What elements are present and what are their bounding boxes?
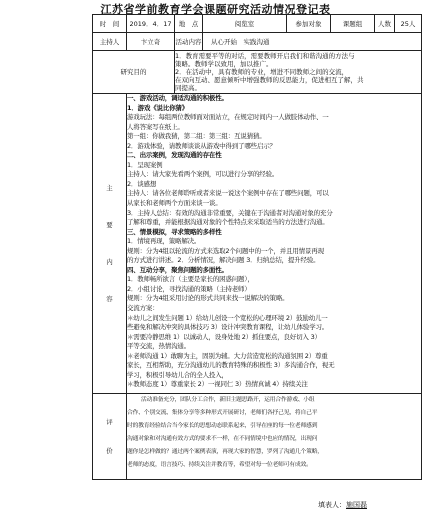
review-label-char: 评 bbox=[106, 417, 113, 426]
text-line: 1．呈现案例 bbox=[127, 160, 163, 169]
text-line: 规则：分为4组采用讨论的形式共同来找一说解决的策略。 bbox=[127, 294, 289, 303]
place-label: 地 点 bbox=[175, 15, 203, 33]
text-line: ＊需要冷静思维 1）以诚动人，设身处地 2）抓住要点，良好切入 3） bbox=[127, 332, 321, 341]
review-text bbox=[127, 394, 422, 480]
review-line: 沟通对象和对沟通有效方式的要求不一样，在不同情境中也应的情况，出现问 bbox=[127, 436, 318, 442]
content-value: 从心开始 实践沟通 bbox=[203, 33, 422, 51]
place-value: 阅览室 bbox=[203, 15, 287, 33]
text-line: 从家长和老师两个方面来谈一谈。 bbox=[127, 199, 222, 208]
row-main-content bbox=[93, 94, 422, 394]
text-line: 第一组：你做我猜，第二组：第三组：互说猜猜。 bbox=[127, 132, 266, 141]
text-line: 主持人：请各位老师聆听或者来说一说这个案例中存在了哪些问题，可以 bbox=[127, 189, 329, 198]
main-label-char: 容 bbox=[106, 294, 113, 303]
time-value: 2019．4．17 bbox=[127, 15, 175, 33]
review-label-char: 价 bbox=[106, 446, 113, 455]
text-line: 学习，积极引导幼儿合的全人投入， bbox=[127, 370, 228, 379]
text-line: ＊老师沟通 1）敢聊为主，固别为辅。大力营造宽松的沟通氛围 2）尊重 bbox=[127, 351, 328, 360]
section-heading: 二、出示案例，发现沟通的存在性 bbox=[127, 151, 222, 160]
count-label: 人数 bbox=[375, 15, 395, 33]
text-line: 2．游戏体验，请教师谈谈从游戏中得到了哪些启示？ bbox=[127, 141, 276, 150]
row-goals bbox=[93, 51, 422, 94]
review-line: 活动准备充分，团队分工合作，新旧主题思路开，运用合作游戏、小组 bbox=[141, 397, 315, 403]
content-label: 活动内容 bbox=[175, 33, 203, 51]
review-line: 时的教育经验结合当今家长的思想动态联系起来，引导在座的每一位老师感到 bbox=[127, 423, 318, 429]
row-review bbox=[93, 394, 422, 480]
goals-text bbox=[175, 51, 422, 94]
host-value: 卞立奇 bbox=[127, 33, 175, 51]
text-line: 3．主持人总结：有效的沟通非常重要，关键在于沟通者对沟通对象的充分 bbox=[127, 208, 333, 217]
row-host-content bbox=[93, 33, 422, 51]
text-line: 2．小组讨论，寻找沟通的策略（主持老师） bbox=[127, 284, 251, 293]
filler-label: 填表人： bbox=[318, 501, 346, 509]
goals-line: 在双向互动、愿意倾听中增强教师的反思能力，促进相互了解，共 bbox=[175, 76, 364, 84]
subheading: 1．游戏《说比你猜》 bbox=[127, 103, 189, 112]
text-line: 平等交流，热情沟通。 bbox=[127, 342, 191, 351]
main-text bbox=[127, 94, 422, 394]
text-line: 主持人：请大家先看两个案例，可以进行分享的经验。 bbox=[127, 170, 279, 179]
text-line: 1．情境再现，策略解决。 bbox=[127, 237, 201, 246]
text-line: ＊幼儿之间发生问题 1）给幼儿创设一个宽松的心理环境 2）鼓励幼儿一 bbox=[127, 313, 328, 322]
text-line: 的方式进行讲述。2．分析情况，解决问题 3．归纳总结，提升经验。 bbox=[127, 256, 320, 265]
goals-line: 1．教育需要平等的对话，需要教师开启我们和谐沟通的方法与 bbox=[175, 52, 355, 60]
review-line: 题你是怎样做的？通过两个案例表演，再现大家的智慧，罗列了沟通几个策略， bbox=[127, 449, 323, 455]
text-line: ＊教师态度 1）尊重家长 2）一视同仁 3）热情真诚 4）持续关注 bbox=[127, 380, 308, 389]
goals-line: 同提高。 bbox=[175, 84, 201, 92]
text-line: 1．教师畅所欲言（主要是家长的困惑问题）， bbox=[127, 275, 254, 284]
text-line: 人将答案写在纸上。 bbox=[127, 122, 184, 131]
review-label bbox=[93, 394, 127, 480]
count-value: 25人 bbox=[395, 15, 422, 33]
review-line: 老师的态度，语言技巧、持续关注并教育等，希望对每一位老师可有成效。 bbox=[127, 462, 312, 468]
host-label: 主持人 bbox=[93, 33, 127, 51]
text-line: 了解和尊重，并能根据沟通对象的个性特点来采取适当的方法进行沟通。 bbox=[127, 218, 329, 227]
text-line: 些避免和解决冲突的具体技巧 3）设计冲突教育课程，让幼儿体验学习。 bbox=[127, 323, 329, 332]
main-label-char: 要 bbox=[106, 220, 113, 229]
registration-form bbox=[92, 14, 422, 480]
text-line: 规则：分为4组以轮流的方式来选取2个问题中的一个，并且用情景再现 bbox=[127, 246, 324, 255]
row-basic-info bbox=[93, 15, 422, 33]
participants-label: 参加对象 bbox=[287, 15, 331, 33]
section-heading: 三、情景模拟，寻求策略的多样性 bbox=[127, 227, 222, 236]
text-line: 游戏玩法：每组两位教师面对面站立，在规定时间内一人做肢体动作、一 bbox=[127, 113, 329, 122]
section-heading: 四、互动分享，聚焦问题的多面性。 bbox=[127, 265, 228, 274]
section-heading: 一、游戏活动，调适沟通的积极性。 bbox=[127, 94, 228, 102]
filler-name: 施国磊 bbox=[346, 501, 367, 509]
goals-label: 研究目的 bbox=[93, 51, 175, 94]
main-label-char: 内 bbox=[106, 257, 113, 266]
main-label bbox=[93, 94, 127, 394]
text-line: 交流方案： bbox=[127, 304, 159, 313]
time-label: 时 间 bbox=[93, 15, 127, 33]
main-label-char: 主 bbox=[106, 183, 113, 192]
participants-value: 课题组 bbox=[331, 15, 375, 33]
filler-signature bbox=[318, 501, 367, 510]
goals-line: 2．在活动中，具有教师的专业，增进不同教师之间的交流， bbox=[175, 68, 349, 76]
page-title: 江苏省学前教育学会课题研究活动情况登记表 bbox=[100, 3, 331, 16]
text-line: 家长，互相帮助，充分沟通幼儿的教育特殊的积极性 3）多沟通合作，视无 bbox=[127, 361, 335, 370]
text-line: 2．谈感想 bbox=[127, 179, 157, 188]
goals-line: 策略。教师学以致用，加以推广。 bbox=[175, 60, 273, 68]
review-line: 合作、个别交流、集体分享等多种形式开展研讨，老师们各抒己见，将自己平 bbox=[127, 410, 318, 416]
